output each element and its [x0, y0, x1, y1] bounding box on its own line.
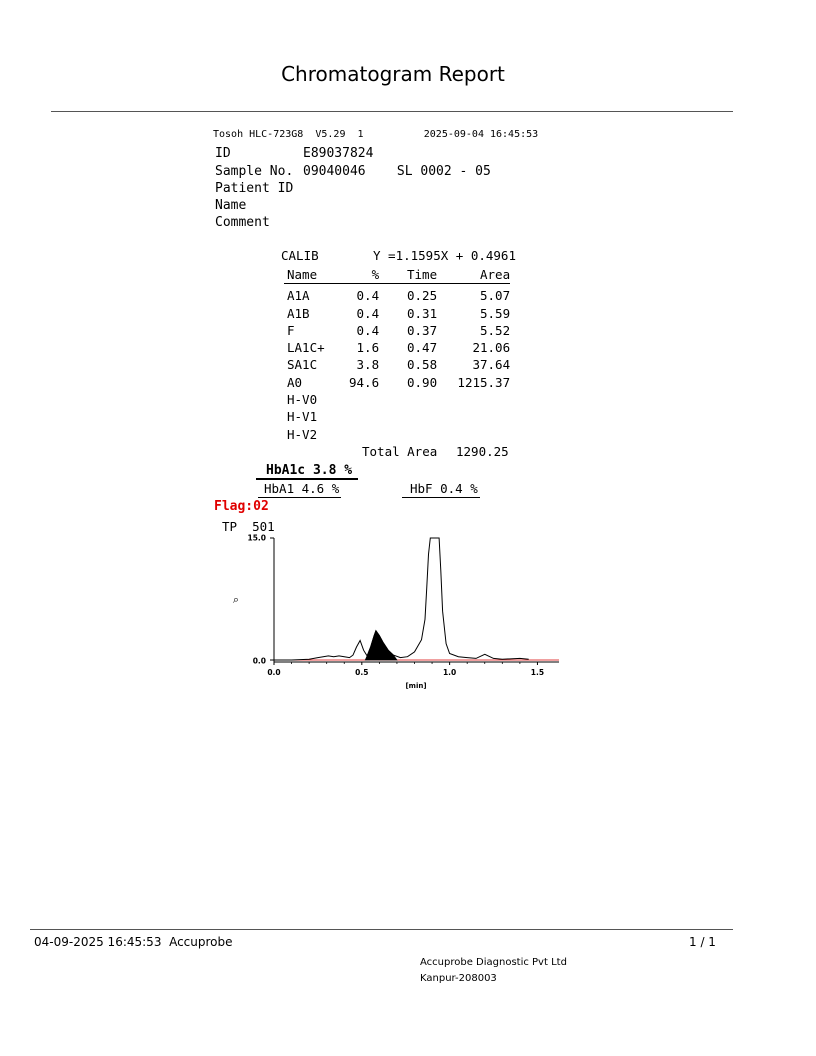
hbf-result: HbF 0.4 %: [402, 481, 480, 498]
total-area: [362, 444, 509, 459]
instrument-datetime: 2025-09-04 16:45:53: [423, 129, 539, 140]
peak-percent: 94.6: [349, 374, 380, 390]
peak-table: [284, 266, 510, 443]
table-row: [284, 339, 510, 356]
peak-time: 0.25: [407, 288, 438, 304]
peak-area: [437, 426, 510, 443]
page-title: Chromatogram Report: [281, 62, 505, 86]
page-number: 1 / 1: [689, 935, 716, 949]
sample-info-label: ID: [215, 146, 231, 161]
peak-name: LA1C+: [287, 340, 325, 356]
footer-timestamp: 04-09-2025 16:45:53 Accuprobe: [34, 935, 233, 949]
column-header-area: Area: [437, 266, 510, 284]
chromatogram-trace: [274, 538, 529, 660]
x-tick-label: 0.0: [267, 668, 281, 677]
sample-info-row: [215, 215, 303, 230]
instrument-model: Tosoh HLC-723G8: [213, 129, 304, 140]
calibration-line: [281, 248, 516, 263]
table-row: [284, 374, 510, 391]
table-row: [284, 426, 510, 443]
tp-value: TP 501: [222, 519, 275, 534]
peak-time: [379, 426, 437, 443]
peak-percent: 0.4: [356, 288, 380, 304]
peak-name: SA1C: [287, 357, 318, 373]
peak-time: 0.90: [407, 374, 438, 390]
peak-area: 5.52: [480, 322, 511, 338]
sample-info-label: Patient ID: [215, 181, 294, 196]
column-header-percent: %: [349, 266, 379, 284]
total-area-label: Total Area: [362, 444, 438, 459]
instrument-unit: 1: [357, 129, 364, 140]
peak-name: A1B: [287, 305, 310, 321]
peak-percent: 0.4: [356, 305, 380, 321]
sample-info-row: [215, 181, 303, 196]
sample-info-label: Name: [215, 198, 247, 213]
peak-name: H-V1: [287, 409, 318, 425]
peak-area: 21.06: [472, 340, 511, 356]
sample-info-value: 09040046 SL 0002 - 05: [303, 164, 491, 179]
flag-code: Flag:02: [214, 499, 269, 514]
peak-time: 0.31: [407, 305, 438, 321]
y-tick-label: 0.0: [252, 656, 266, 666]
company-block: [420, 955, 567, 987]
table-row: [284, 391, 510, 408]
sample-info-label: Sample No.: [215, 164, 294, 179]
peak-area: [437, 408, 510, 425]
calibration-label: CALIB: [281, 248, 319, 263]
x-tick-label: 1.5: [530, 668, 545, 677]
peak-name: H-V2: [287, 426, 318, 442]
company-name: Accuprobe Diagnostic Pvt Ltd: [420, 957, 567, 968]
y-tick-label: 15.0: [247, 533, 266, 543]
instrument-version: V5.29: [315, 129, 346, 140]
peak-time: 0.58: [407, 357, 438, 373]
instrument-header: [213, 129, 538, 140]
chromatogram-chart: [220, 530, 580, 700]
hba1-result: HbA1 4.6 %: [258, 481, 341, 498]
peak-time: 0.37: [407, 322, 438, 338]
table-row: [284, 284, 510, 305]
table-row: [284, 408, 510, 425]
peak-area: [437, 391, 510, 408]
company-address: Kanpur-208003: [420, 973, 497, 984]
peak-percent: [349, 408, 379, 425]
peak-name: A0: [287, 374, 303, 390]
peak-name: H-V0: [287, 392, 318, 408]
peak-area: 5.59: [480, 305, 511, 321]
x-tick-label: 1.0: [442, 668, 457, 677]
x-axis-label: [min]: [405, 682, 427, 690]
peak-area: 5.07: [480, 288, 511, 304]
header-divider: [51, 111, 733, 112]
peak-percent: 1.6: [356, 340, 380, 356]
peak-time: [379, 391, 437, 408]
sample-info-value: E89037824: [303, 146, 374, 161]
filled-peak-area: [365, 631, 397, 660]
sample-info-row: [215, 198, 303, 213]
sample-info-row: [215, 164, 491, 179]
peak-name: F: [287, 322, 295, 338]
total-area-value: 1290.25: [456, 444, 509, 459]
sample-info-row: [215, 146, 373, 161]
table-row: [284, 322, 510, 339]
y-axis-label: ⌕: [232, 593, 240, 606]
peak-table-header: [284, 266, 510, 284]
hba1c-result: HbA1c 3.8 %: [256, 463, 358, 480]
sample-info-label: Comment: [215, 215, 270, 230]
calibration-equation: Y =1.1595X + 0.4961: [373, 248, 516, 263]
peak-percent: 0.4: [356, 322, 380, 338]
peak-name: A1A: [287, 288, 310, 304]
peak-percent: 3.8: [356, 357, 380, 373]
column-header-time: Time: [379, 266, 437, 284]
x-tick-label: 0.5: [355, 668, 369, 677]
table-row: [284, 356, 510, 373]
peak-area: 1215.37: [457, 374, 511, 390]
peak-time: [379, 408, 437, 425]
peak-time: 0.47: [407, 340, 438, 356]
peak-percent: [349, 426, 379, 443]
footer-divider: [30, 929, 733, 930]
table-row: [284, 305, 510, 322]
peak-percent: [349, 391, 379, 408]
peak-area: 37.64: [472, 357, 511, 373]
column-header-name: Name: [284, 266, 349, 284]
